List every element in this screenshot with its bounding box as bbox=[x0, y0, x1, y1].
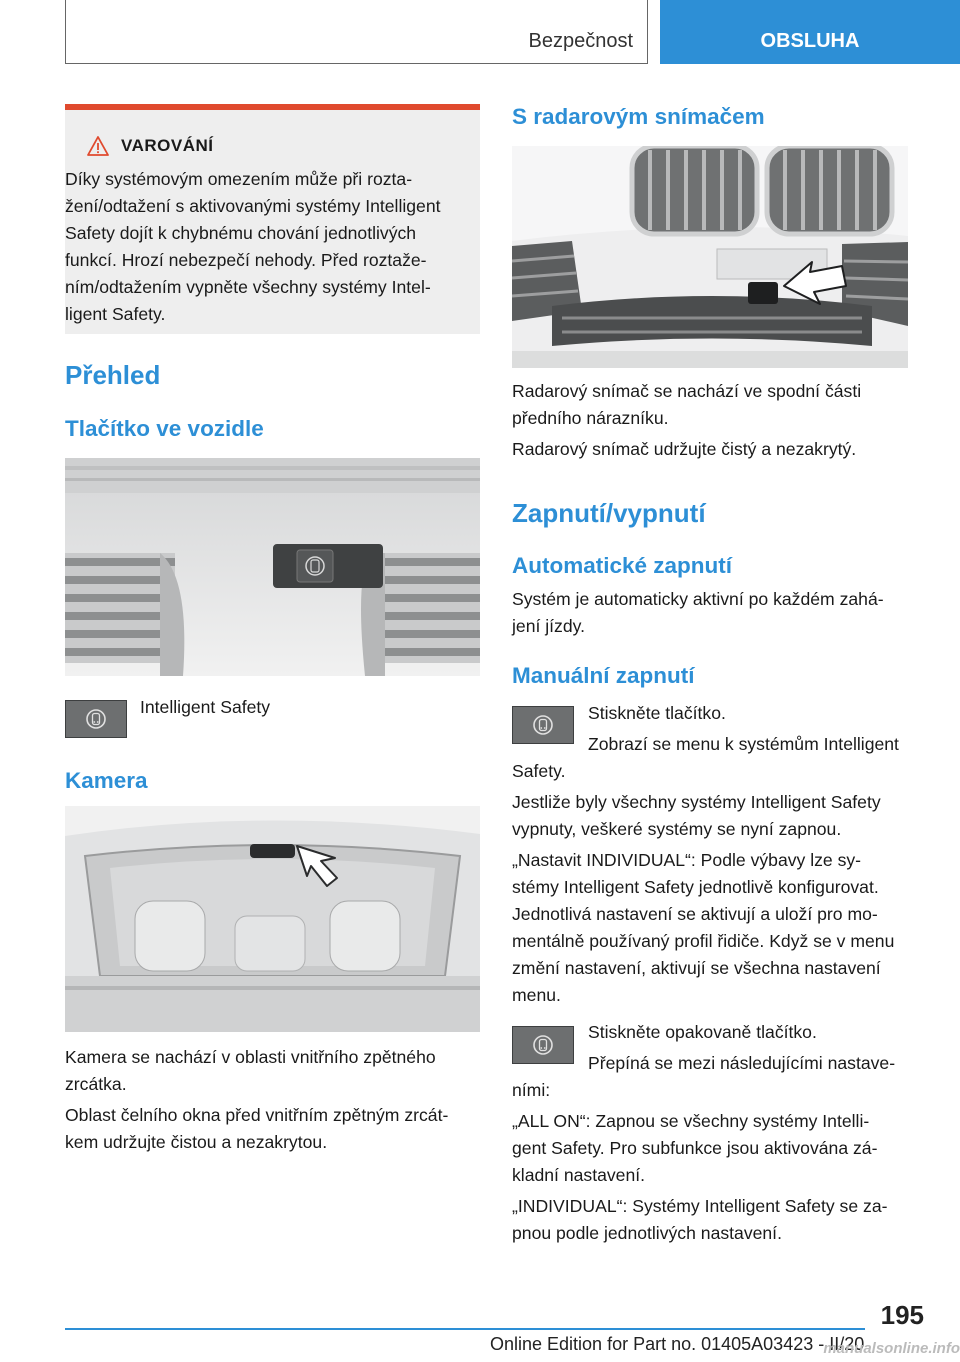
step2-b: Přepíná se mezi následujícími nastave- bbox=[588, 1053, 896, 1073]
heading-radar: S radarovým snímačem bbox=[512, 104, 765, 129]
auto-text bbox=[512, 586, 884, 640]
warning-line: Díky systémovým omezením může při rozta- bbox=[65, 169, 413, 189]
text-line: stémy Intelligent Safety jednotlivě konfigurovat. bbox=[512, 877, 879, 897]
footer-edition: Online Edition for Part no. 01405A03423 - II/20 bbox=[490, 1334, 865, 1354]
text-line: Kamera se nachází v oblasti vnitřního zpětného bbox=[65, 1047, 436, 1067]
warning-box bbox=[65, 104, 480, 334]
text-line: gent Safety. Pro subfunkce jsou aktivována zá- bbox=[512, 1138, 878, 1158]
individual-text bbox=[512, 1193, 887, 1247]
text-line: mentálně používaný profil řidiče. Když se v menu bbox=[512, 931, 895, 951]
text-line: menu. bbox=[512, 985, 561, 1005]
text-line: „ALL ON“: Zapnou se všechny systémy Intelli- bbox=[512, 1111, 870, 1131]
warning-line: žení/odtažení s aktivovanými systémy Intelligent bbox=[65, 196, 441, 216]
step1-c: Safety. bbox=[512, 761, 566, 781]
text-line: kem udržujte čistou a nezakrytou. bbox=[65, 1132, 328, 1152]
text-line: jení jízdy. bbox=[512, 616, 586, 636]
text-line: zrcátka. bbox=[65, 1074, 127, 1094]
header-box bbox=[65, 0, 648, 64]
heading-auto-on: Automatické zapnutí bbox=[512, 553, 733, 578]
intelligent-safety-button-icon bbox=[512, 1026, 574, 1064]
text-line: předního nárazníku. bbox=[512, 408, 669, 428]
text-line: Systém je automaticky aktivní po každém zahá- bbox=[512, 589, 884, 609]
manual-text-1 bbox=[512, 789, 881, 843]
text-line: „INDIVIDUAL“: Systémy Intelligent Safety se za- bbox=[512, 1196, 888, 1216]
warning-triangle-icon bbox=[87, 136, 109, 156]
text-line: Oblast čelního okna před vnitřním zpětným zrcát- bbox=[65, 1105, 449, 1125]
manual-text-2 bbox=[512, 847, 894, 1009]
warning-line: funkcí. Hrozí nebezpečí nehody. Před roztaže- bbox=[65, 250, 427, 270]
warning-heading bbox=[87, 136, 213, 156]
warning-text bbox=[65, 166, 449, 328]
text-line: pnou podle jednotlivých nastavení. bbox=[512, 1223, 782, 1243]
heading-manual-on: Manuální zapnutí bbox=[512, 663, 695, 688]
step2-c: ními: bbox=[512, 1080, 551, 1100]
console-button-image bbox=[65, 458, 480, 676]
heading-overview: Přehled bbox=[65, 360, 161, 390]
text-line: Jestliže byly všechny systémy Intelligent Safety bbox=[512, 792, 881, 812]
step1-a: Stiskněte tlačítko. bbox=[588, 703, 726, 723]
radar-text-2: Radarový snímač udržujte čistý a nezakrytý. bbox=[512, 439, 857, 459]
intelligent-safety-button-icon bbox=[512, 706, 574, 744]
heading-button-in-vehicle: Tlačítko ve vozidle bbox=[65, 416, 264, 441]
radar-image bbox=[512, 146, 908, 368]
footer-divider bbox=[65, 1328, 865, 1330]
radar-text-1 bbox=[512, 378, 861, 432]
header-chapter: OBSLUHA bbox=[660, 0, 960, 64]
warning-line: ním/odtažením vypněte všechny systémy Intel- bbox=[65, 277, 431, 297]
step2-a: Stiskněte opakovaně tlačítko. bbox=[588, 1022, 817, 1042]
header-section: Bezpečnost bbox=[528, 30, 633, 52]
warning-line: ligent Safety. bbox=[65, 304, 166, 324]
allon-text bbox=[512, 1108, 877, 1189]
heading-camera: Kamera bbox=[65, 768, 148, 793]
warning-line: Safety dojít k chybnému chování jednotlivých bbox=[65, 223, 417, 243]
text-line: změní nastavení, aktivují se všechna nastavení bbox=[512, 958, 881, 978]
step1-b: Zobrazí se menu k systémům Intelligent bbox=[588, 734, 899, 754]
text-line: kladní nastavení. bbox=[512, 1165, 646, 1185]
camera-text-1 bbox=[65, 1044, 436, 1098]
heading-on-off: Zapnutí/vypnutí bbox=[512, 498, 706, 528]
text-line: Jednotlivá nastavení se aktivují a uloží pro mo- bbox=[512, 904, 878, 924]
page-number: 195 bbox=[880, 1300, 924, 1330]
warning-title: VAROVÁNÍ bbox=[121, 136, 214, 155]
button-caption: Intelligent Safety bbox=[140, 697, 271, 717]
watermark: manualsonline.info bbox=[823, 1340, 960, 1357]
text-line: Radarový snímač se nachází ve spodní části bbox=[512, 381, 862, 401]
camera-image bbox=[65, 806, 480, 1032]
camera-text-2 bbox=[65, 1102, 448, 1156]
text-line: vypnuty, veškeré systémy se nyní zapnou. bbox=[512, 819, 842, 839]
text-line: „Nastavit INDIVIDUAL“: Podle výbavy lze sy- bbox=[512, 850, 862, 870]
intelligent-safety-button-icon bbox=[65, 700, 127, 738]
